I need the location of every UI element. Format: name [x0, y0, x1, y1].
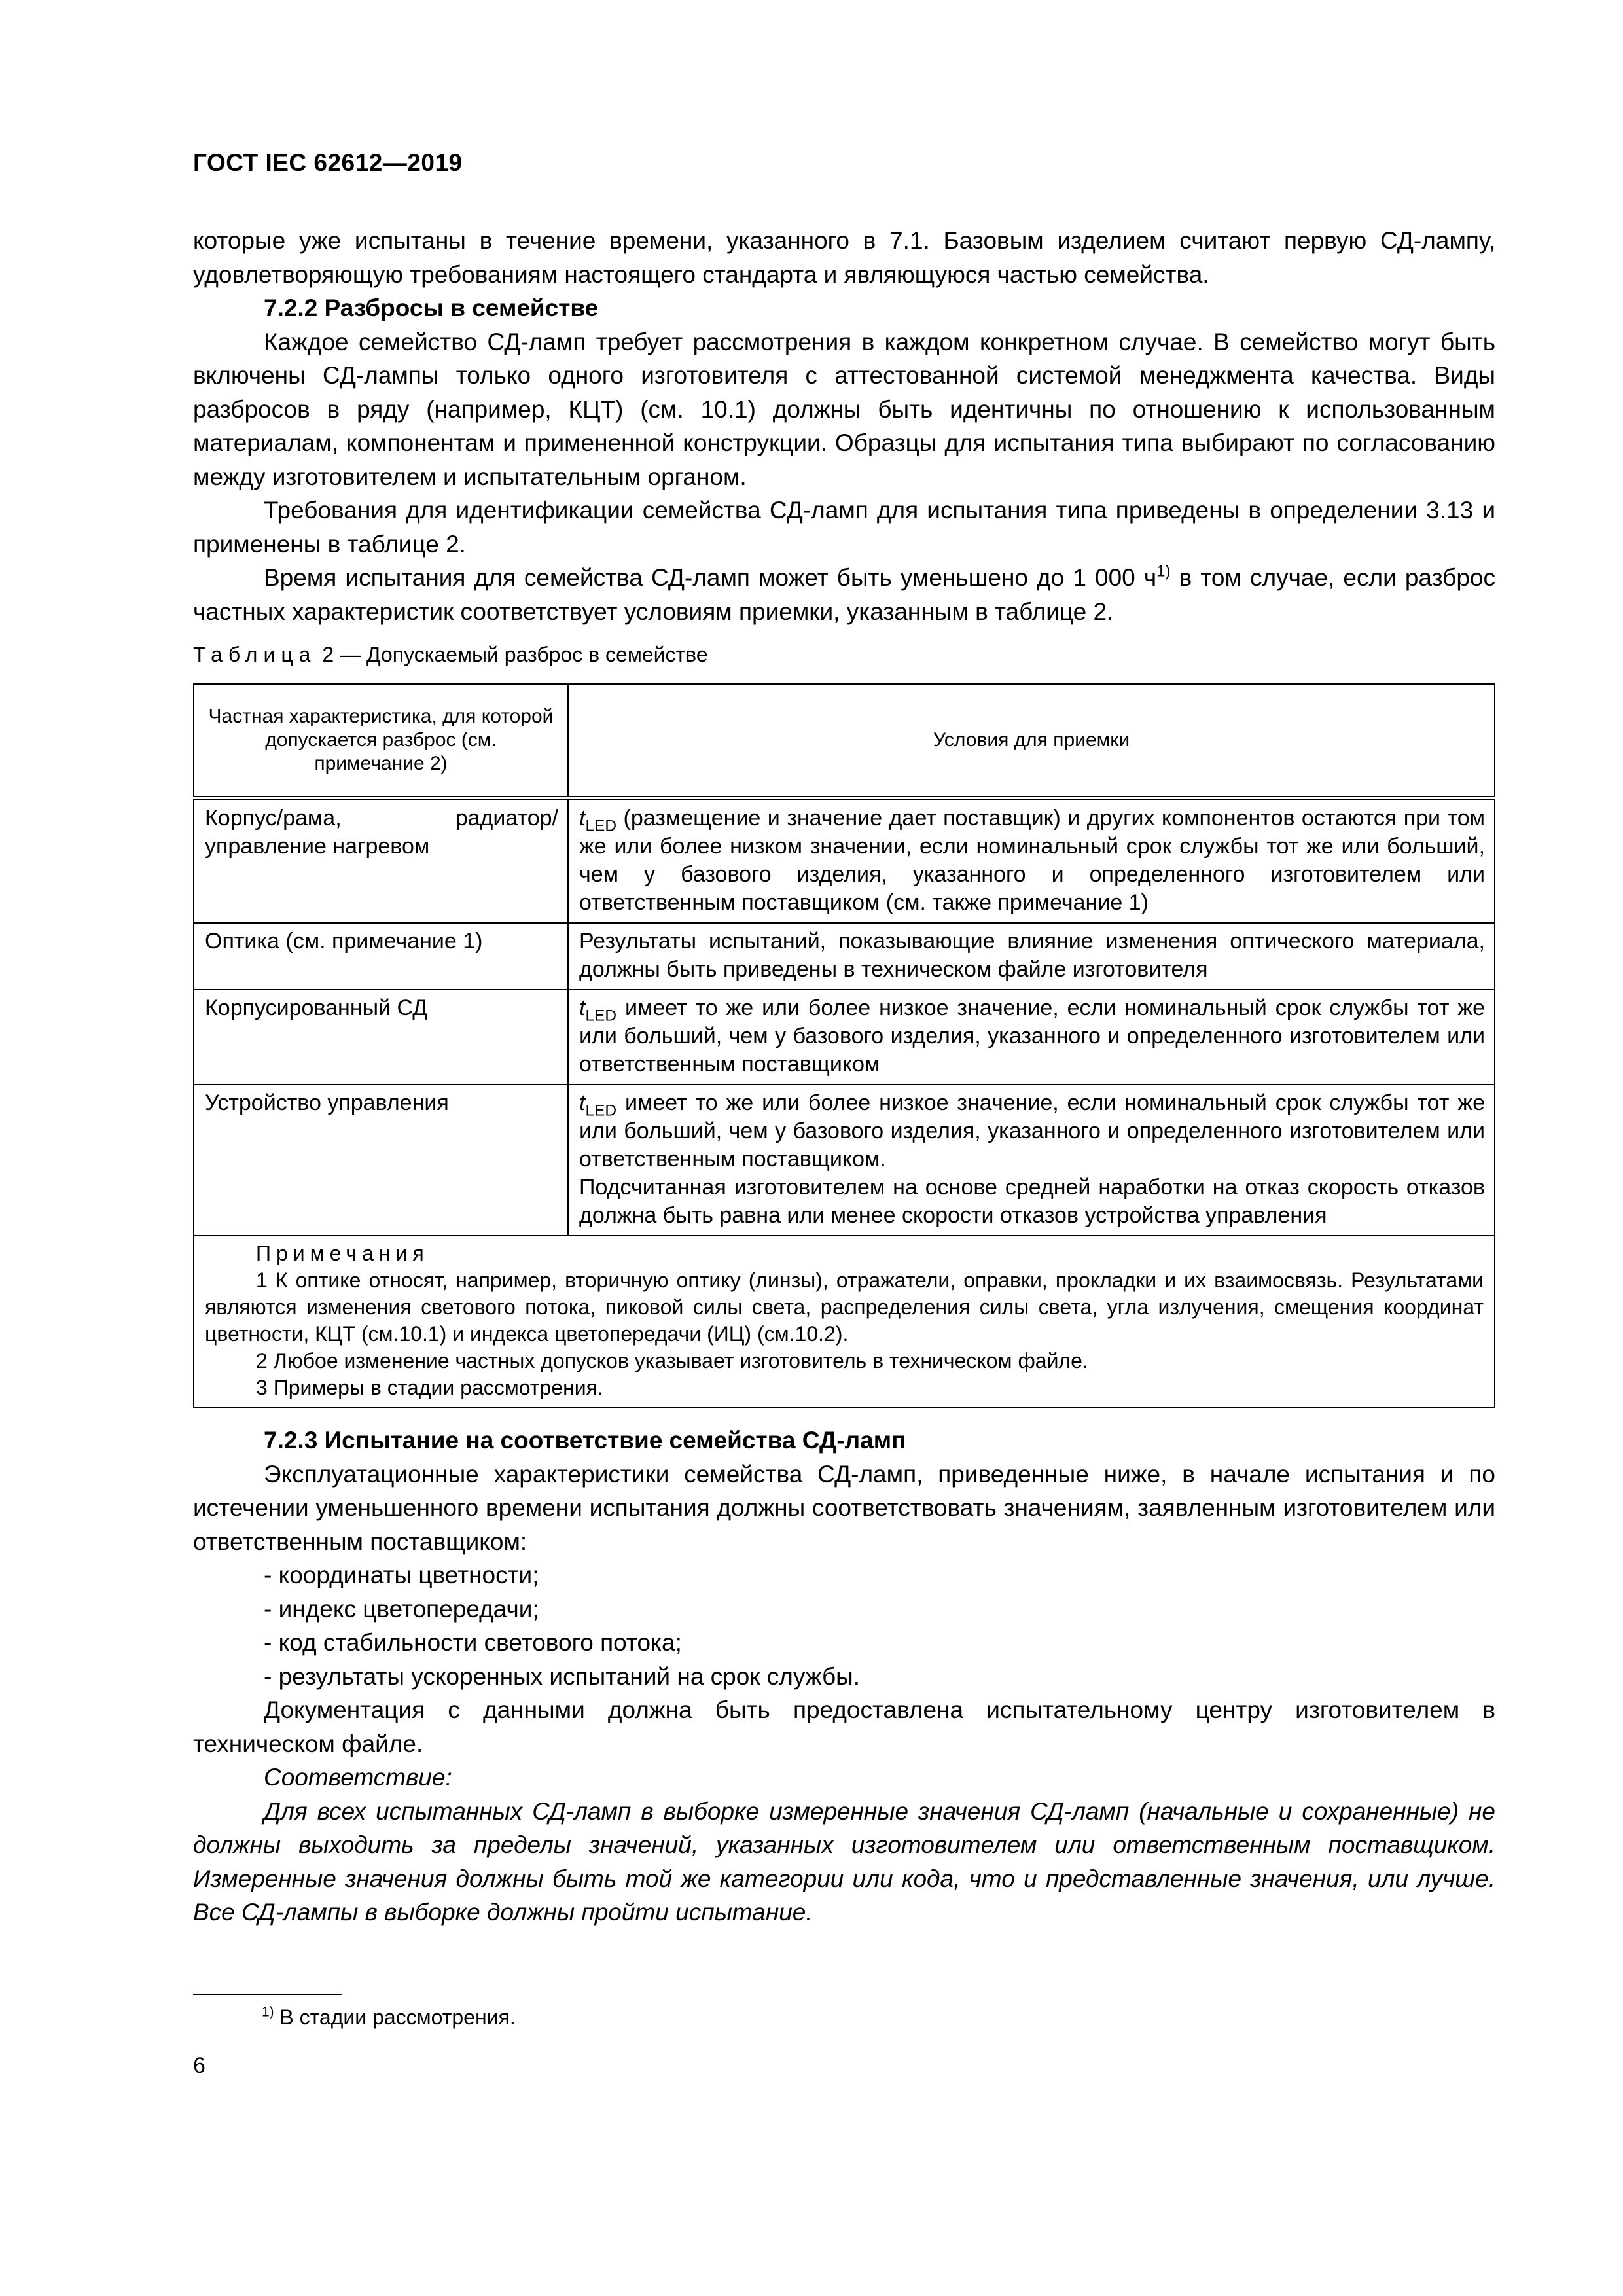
section-heading-7-2-3: 7.2.3 Испытание на соответствие семейства СД-ламп: [264, 1427, 906, 1454]
test-time-text-cont: в том случае, если разброс частных характеристик соответствует условиям приемки, указанным в таблице 2.: [193, 564, 1495, 625]
test-time-text: Время испытания для семейства СД-ламп может быть уменьшено до 1 000 ч: [264, 564, 1157, 591]
list-item: - координаты цветности;: [264, 1562, 539, 1588]
cell-characteristic: Корпусированный СД: [194, 990, 568, 1085]
notes-title: Примечания: [256, 1242, 429, 1265]
cell-condition: [568, 990, 1495, 1085]
col-header-conditions: Условия для приемки: [568, 684, 1495, 798]
table-caption-text: 2 — Допускаемый разброс в семействе: [316, 643, 708, 666]
variation-table: [193, 683, 1495, 1408]
table-notes-row: [194, 1236, 1495, 1407]
t-led-symbol: t: [579, 806, 586, 831]
cell-characteristic: Оптика (см. примечание 1): [194, 923, 568, 990]
table-caption-label: Таблица: [193, 643, 317, 666]
paragraph-test-time: [193, 561, 1495, 628]
table-row: [194, 798, 1495, 924]
paragraph-documentation: Документация с данными должна быть предоставлена испытательному центру изготовителем в техническом файле.: [193, 1696, 1495, 1757]
condition-text-extra: Подсчитанная изготовителем на основе средней наработки на отказ скорость отказов должна быть равна или менее скорости отказов устройства управления: [579, 1175, 1485, 1228]
page-number: 6: [193, 2053, 205, 2078]
characteristics-list: [193, 1558, 1495, 1693]
table-notes: [194, 1236, 1495, 1407]
cell-characteristic: Устройство управления: [194, 1085, 568, 1236]
footnote-mark: 1): [262, 2004, 274, 2020]
cell-condition: Результаты испытаний, показывающие влияние изменения оптического материала, должны быть приведены в техническом файле изготовителя: [568, 923, 1495, 990]
list-item: - код стабильности светового потока;: [264, 1629, 682, 1656]
condition-text: имеет то же или более низкое значение, если номинальный срок службы тот же или больший, чем у базового изделия, указанного и определенного изготовителем или ответственным поставщиком.: [579, 1090, 1485, 1172]
compliance-text: Для всех испытанных СД-ламп в выборке измеренные значения СД-ламп (начальные и сохраненные) не должны выходить за пределы значений, указанных изготовителем или ответственным поставщиком. Измеренные значения должны быть той же категории или кода, что и представленные значения, или лучше. Все СД-лампы в выборке должны пройти испытание.: [193, 1797, 1495, 1926]
t-led-symbol: t: [579, 996, 586, 1020]
table-row: [194, 923, 1495, 990]
compliance-label: Соответствие:: [264, 1764, 452, 1791]
table-row: [194, 990, 1495, 1085]
table-caption: [193, 641, 1495, 668]
table-row: [194, 1085, 1495, 1236]
main-content: [193, 224, 1495, 1929]
paragraph-family-variations: Каждое семейство СД-ламп требует рассмотрения в каждом конкретном случае. В семейство могут быть включены СД-лампы только одного изготовителя с аттестованной системой менеджмента качества. Виды разбросов в ряду (например, КЦТ) (см. 10.1) должны быть идентичны по отношению к использованным материалам, компонентам и примененной конструкции. Образцы для испытания типа выбирают по согласованию между изготовителем и испытательным органом.: [193, 328, 1495, 490]
condition-text: имеет то же или более низкое значение, если номинальный срок службы тот же или больший, чем у базового изделия, указанного и определенного изготовителем или ответственным поставщиком: [579, 996, 1485, 1077]
table-header-row: [194, 684, 1495, 798]
list-item: - результаты ускоренных испытаний на срок службы.: [264, 1662, 861, 1690]
document-header: ГОСТ IEC 62612—2019: [193, 149, 463, 176]
cell-condition: [568, 798, 1495, 924]
t-led-subscript: LED: [585, 1007, 617, 1025]
t-led-subscript: LED: [585, 817, 617, 835]
col-header-characteristic: Частная характеристика, для которой допускается разброс (см. примечание 2): [194, 684, 568, 798]
paragraph-family-compliance: Эксплуатационные характеристики семейства СД-ламп, приведенные ниже, в начале испытания и по истечении уменьшенного времени испытания должны соответствовать значениям, заявленным изготовителем или ответственным поставщиком:: [193, 1460, 1495, 1555]
paragraph-continuation: которые уже испытаны в течение времени, указанного в 7.1. Базовым изделием считают первую СД-лампу, удовлетворяющую требованиям настоящего стандарта и являющуюся частью семейства.: [193, 227, 1495, 288]
cell-characteristic: Корпус/рама, радиатор/управление нагревом: [194, 798, 568, 924]
t-led-subscript: LED: [585, 1102, 617, 1120]
note-item: 2 Любое изменение частных допусков указывает изготовитель в техническом файле.: [256, 1349, 1088, 1372]
condition-text: (размещение и значение дает поставщик) и других компонентов остаются при том же или более низком значении, если номинальный срок службы тот же или больший, чем у базового изделия, указанного и определенного изготовителем или ответственным поставщиком (см. также примечание 1): [579, 806, 1485, 915]
footnote-divider: [193, 1994, 342, 1995]
paragraph-identification-requirements: Требования для идентификации семейства СД-ламп для испытания типа приведены в определении 3.13 и применены в таблице 2.: [193, 497, 1495, 558]
footnote: [262, 2004, 516, 2030]
t-led-symbol: t: [579, 1090, 586, 1115]
list-item: - индекс цветопередачи;: [264, 1595, 539, 1623]
footnote-text: В стадии рассмотрения.: [274, 2005, 516, 2029]
cell-condition: [568, 1085, 1495, 1236]
footnote-ref: 1): [1156, 562, 1171, 581]
section-heading-7-2-2: 7.2.2 Разбросы в семействе: [264, 295, 599, 321]
note-item: 3 Примеры в стадии рассмотрения.: [256, 1376, 603, 1399]
note-item: 1 К оптике относят, например, вторичную оптику (линзы), отражатели, оправки, прокладки и их взаимосвязь. Результатами являются изменения светового потока, пиковой силы света, распределения силы света, угла излучения, смещения координат цветности, КЦТ (см.10.1) и индекса цветопередачи (ИЦ) (см.10.2).: [205, 1268, 1484, 1346]
